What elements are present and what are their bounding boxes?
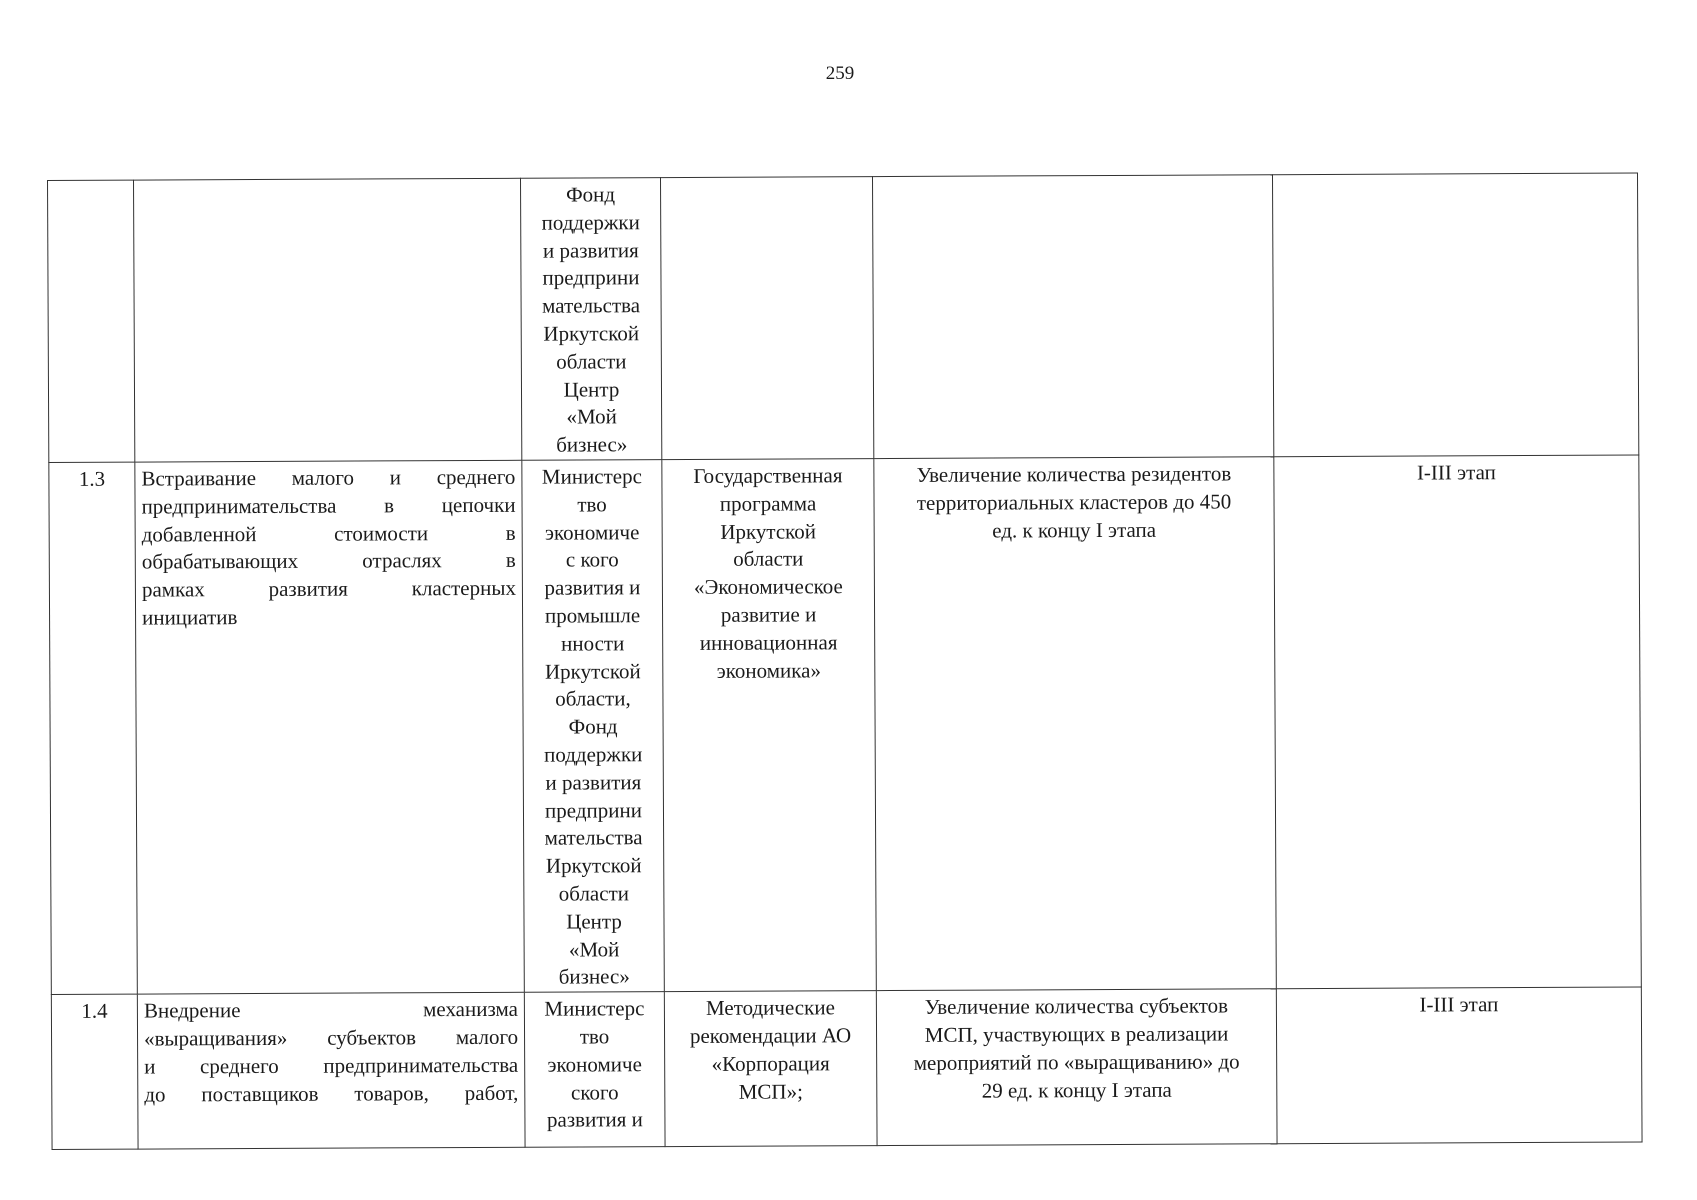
- document-line: инновационная: [699, 630, 838, 655]
- executor-line: нности: [561, 631, 625, 656]
- measure-name-line: инициатив: [142, 605, 238, 630]
- executor-line: Иркутской: [545, 853, 642, 878]
- measure-name-line: добавленной стоимости в: [141, 520, 516, 547]
- executor-line: бизнес»: [556, 432, 628, 457]
- document-cell: [664, 991, 877, 1147]
- row-number: 1.4: [81, 998, 108, 1023]
- indicator-line: мероприятий по «выращиванию» до: [913, 1049, 1240, 1075]
- document-line: экономика»: [716, 657, 821, 683]
- executor-line: ского: [570, 1079, 619, 1105]
- executor-cell: [524, 992, 665, 1148]
- document-line: развитие и: [720, 602, 817, 627]
- executor-line: «Мой: [568, 936, 620, 962]
- indicator-line: Увеличение количества субъектов: [924, 993, 1229, 1019]
- executor-line: Министерс: [541, 464, 642, 489]
- row-number-cell: [48, 180, 135, 462]
- executor-line: развития и: [546, 1107, 643, 1132]
- executor-line: тво: [577, 492, 607, 517]
- indicator-cell: [876, 989, 1277, 1146]
- executor-line: развития и: [544, 575, 641, 600]
- executor-line: Центр: [563, 376, 620, 402]
- document-line: Методические: [705, 995, 835, 1021]
- executor-line: области: [556, 349, 627, 374]
- executor-line: Фонд: [568, 714, 618, 739]
- page-number: 259: [825, 63, 855, 84]
- measure-name-line: обрабатывающих отраслях в: [141, 548, 516, 574]
- measure-name-line: до поставщиков товаров, работ,: [144, 1080, 519, 1107]
- measure-name-cell: [137, 992, 525, 1149]
- executor-line: мательства: [542, 293, 641, 318]
- stage-cell: [1274, 455, 1642, 989]
- document-cell: [660, 177, 873, 460]
- indicator-cell: [874, 457, 1277, 991]
- measure-name-line: предпринимательства в цепочки: [141, 492, 516, 519]
- executor-line: и развития: [542, 237, 639, 263]
- executor-line: предприни: [544, 797, 642, 823]
- document-line: «Корпорация: [711, 1051, 830, 1076]
- stage-cell: [1272, 173, 1638, 457]
- executor-line: Иркутской: [543, 321, 640, 346]
- executor-line: области,: [555, 686, 631, 711]
- measure-name-cell: [134, 178, 522, 462]
- executor-line: области: [558, 881, 630, 906]
- measure-name-line: и среднего предпринимательства: [144, 1052, 519, 1079]
- indicator-line: МСП, участвующих в реализации: [924, 1021, 1229, 1047]
- document-line: «Экономическое: [693, 574, 843, 600]
- executor-line: с кого: [565, 547, 619, 572]
- measure-name-cell: [135, 460, 525, 994]
- document-line: Государственная: [693, 463, 843, 488]
- executor-cell: [520, 178, 661, 461]
- table-row: [48, 173, 1639, 462]
- executor-line: мательства: [544, 825, 643, 850]
- indicator-line: Увеличение количества резидентов: [916, 461, 1232, 487]
- executor-line: тво: [579, 1024, 610, 1049]
- executor-line: предприни: [542, 265, 640, 291]
- executor-line: промышле: [544, 603, 641, 628]
- row-number: 1.3: [78, 466, 106, 491]
- measure-name-line: Встраивание малого и среднего: [141, 464, 516, 491]
- table-row: [51, 987, 1642, 1149]
- executor-line: поддержки: [544, 742, 643, 767]
- indicator-line: ед. к концу I этапа: [992, 517, 1157, 543]
- indicator-line: 29 ед. к концу I этапа: [981, 1077, 1172, 1103]
- document-line: рекомендации АО: [689, 1023, 852, 1048]
- stage-cell: [1276, 987, 1642, 1144]
- executor-line: Министерс: [544, 996, 645, 1021]
- executor-line: поддержки: [541, 210, 640, 235]
- executor-line: экономиче: [544, 519, 640, 545]
- indicator-line: территориальных кластеров до 450: [916, 489, 1232, 515]
- executor-line: Центр: [566, 909, 622, 934]
- executor-line: экономиче: [547, 1051, 642, 1077]
- stage-value: I-III этап: [1419, 992, 1499, 1017]
- document-line: Иркутской: [720, 518, 817, 544]
- row-number-cell: [49, 462, 138, 995]
- measures-table: [47, 173, 1643, 1151]
- measure-name-line: Внедрение механизма: [143, 996, 518, 1023]
- measure-name-line: рамках развития кластерных: [141, 575, 516, 602]
- executor-line: «Мой: [566, 404, 617, 429]
- document-line: области: [733, 546, 804, 572]
- measure-name-line: «выращивания» субъектов малого: [143, 1024, 519, 1051]
- indicator-cell: [872, 175, 1273, 459]
- document-cell: [662, 459, 877, 992]
- table-row: [49, 455, 1641, 995]
- executor-line: Иркутской: [544, 658, 641, 684]
- document-line: программа: [719, 491, 817, 516]
- document-line: МСП»;: [738, 1078, 803, 1104]
- executor-line: бизнес»: [558, 964, 630, 989]
- row-number-cell: [51, 994, 138, 1149]
- executor-cell: [522, 460, 665, 993]
- stage-value: I-III этап: [1416, 460, 1496, 485]
- executor-line: Фонд: [566, 182, 616, 207]
- executor-line: и развития: [545, 769, 642, 795]
